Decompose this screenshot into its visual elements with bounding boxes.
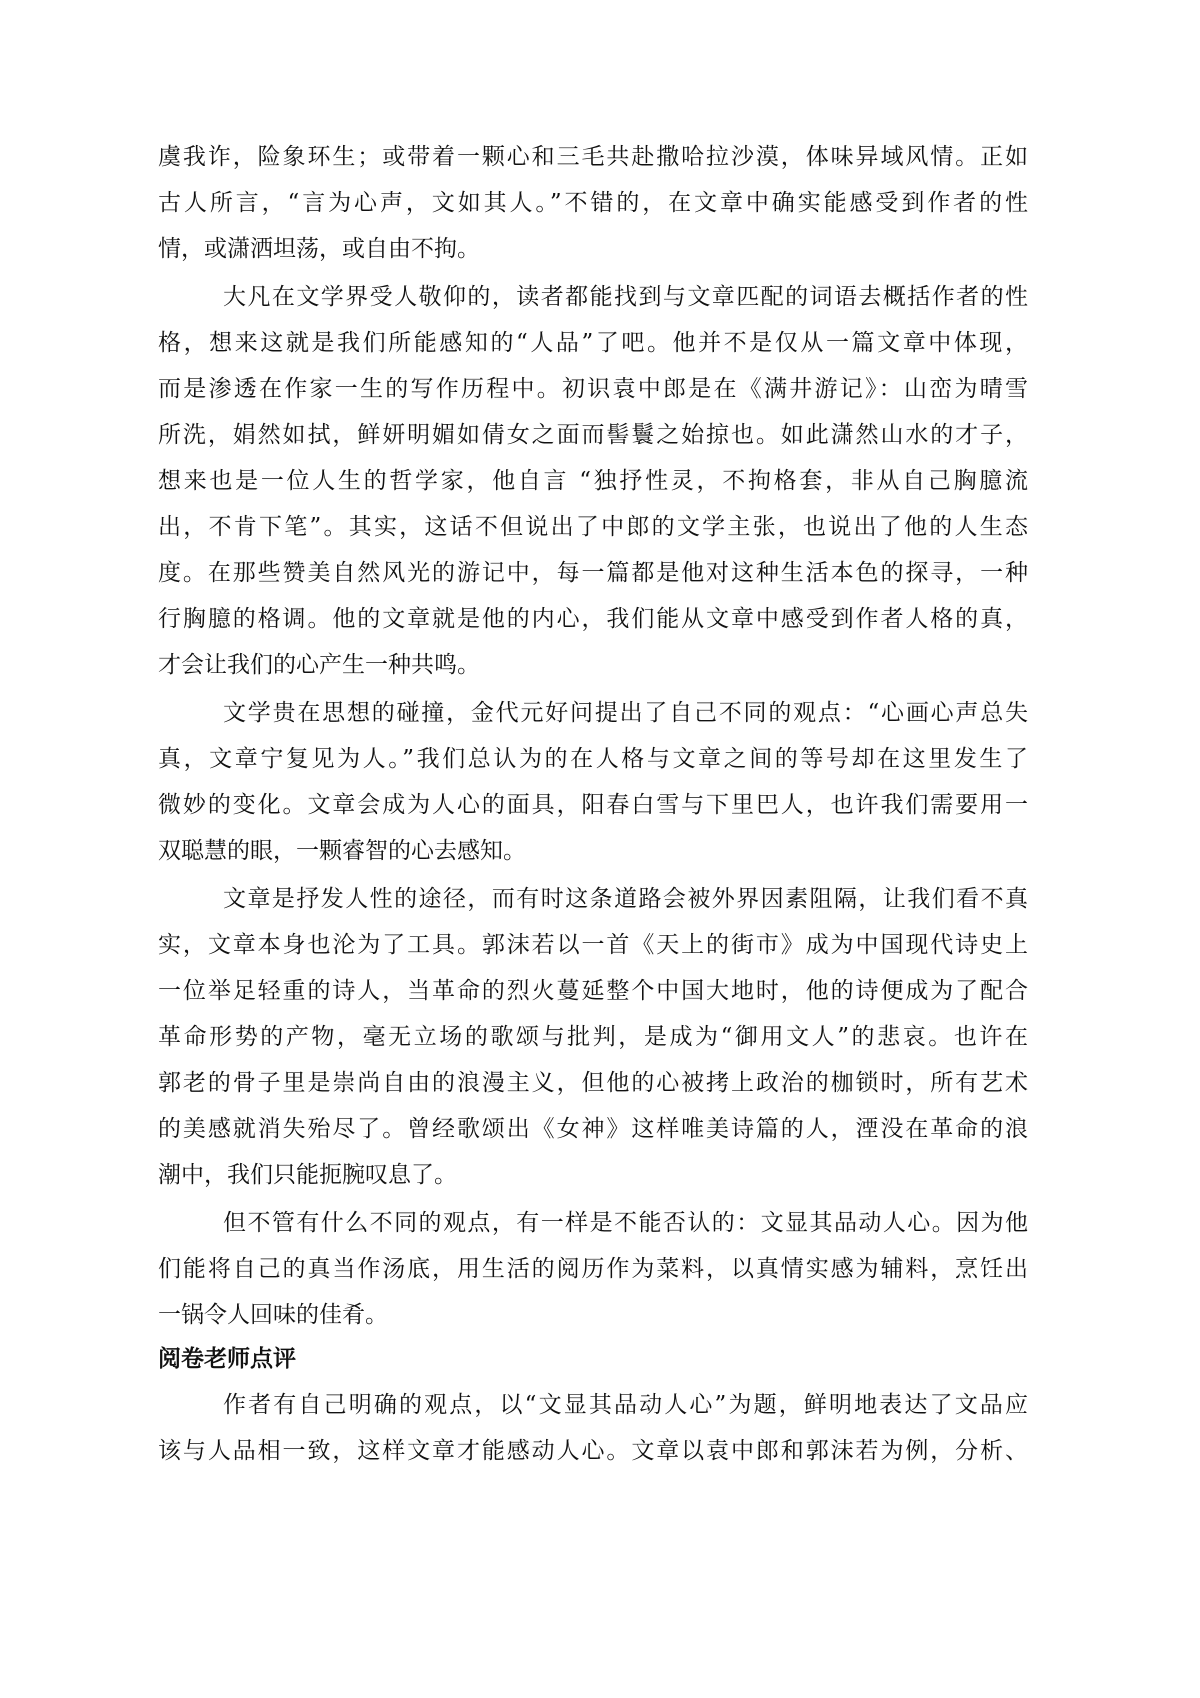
p4-line-5: 郭老的骨子里是崇尚自由的浪漫主义，但他的心被拷上政治的枷锁时，所有艺术 <box>158 1070 1028 1096</box>
p3-line-1: 文学贵在思想的碰撞，金代元好问提出了自己不同的观点：“心画心声总失 <box>223 700 1028 726</box>
p2-line-1: 大凡在文学界受人敬仰的，读者都能找到与文章匹配的词语去概括作者的性 <box>223 284 1028 310</box>
p5-line-1: 但不管有什么不同的观点，有一样是不能否认的：文显其品动人心。因为他 <box>223 1210 1028 1236</box>
review-heading: 阅卷老师点评 <box>158 1346 296 1372</box>
p2-line-6: 出，不肯下笔”。其实，这话不但说出了中郎的文学主张，也说出了他的人生态 <box>158 514 1028 540</box>
p2-line-5: 想来也是一位人生的哲学家，他自言 “独抒性灵，不拘格套，非从自己胸臆流 <box>158 468 1028 494</box>
p1-line-3: 情，或潇洒坦荡，或自由不拘。 <box>158 236 480 262</box>
review-line-1: 作者有自己明确的观点，以“文显其品动人心”为题，鲜明地表达了文品应 <box>223 1392 1028 1418</box>
review-line-2: 该与人品相一致，这样文章才能感动人心。文章以袁中郎和郭沫若为例，分析、 <box>158 1438 1028 1464</box>
p2-line-4: 所洗，娟然如拭，鲜妍明媚如倩女之面而髻鬟之始掠也。如此潇然山水的才子， <box>158 422 1028 448</box>
p5-line-2: 们能将自己的真当作汤底，用生活的阅历作为菜料，以真情实感为辅料，烹饪出 <box>158 1256 1028 1282</box>
p2-line-3: 而是渗透在作家一生的写作历程中。初识袁中郎是在《满井游记》：山峦为晴雪 <box>158 376 1028 402</box>
p4-line-6: 的美感就消失殆尽了。曾经歌颂出《女神》这样唯美诗篇的人，湮没在革命的浪 <box>158 1116 1028 1142</box>
p2-line-8: 行胸臆的格调。他的文章就是他的内心，我们能从文章中感受到作者人格的真， <box>158 606 1028 632</box>
p4-line-3: 一位举足轻重的诗人，当革命的烈火蔓延整个中国大地时，他的诗便成为了配合 <box>158 978 1028 1004</box>
p2-line-9: 才会让我们的心产生一种共鸣。 <box>158 652 480 678</box>
p2-line-2: 格，想来这就是我们所能感知的“人品”了吧。他并不是仅从一篇文章中体现， <box>158 330 1028 356</box>
p1-line-2: 古人所言，“言为心声，文如其人。”不错的，在文章中确实能感受到作者的性 <box>158 190 1028 216</box>
p4-line-2: 实，文章本身也沦为了工具。郭沫若以一首《天上的街市》成为中国现代诗史上 <box>158 932 1028 958</box>
p3-line-2: 真，文章宁复见为人。”我们总认为的在人格与文章之间的等号却在这里发生了 <box>158 746 1028 772</box>
p4-line-4: 革命形势的产物，毫无立场的歌颂与批判，是成为“御用文人”的悲哀。也许在 <box>158 1024 1028 1050</box>
p4-line-7: 潮中，我们只能扼腕叹息了。 <box>158 1162 457 1188</box>
p3-line-4: 双聪慧的眼，一颗睿智的心去感知。 <box>158 838 526 864</box>
p3-line-3: 微妙的变化。文章会成为人心的面具，阳春白雪与下里巴人，也许我们需要用一 <box>158 792 1028 818</box>
p1-line-1: 虞我诈，险象环生；或带着一颗心和三毛共赴撒哈拉沙漠，体味异域风情。正如 <box>158 144 1028 170</box>
p4-line-1: 文章是抒发人性的途径，而有时这条道路会被外界因素阻隔，让我们看不真 <box>223 886 1028 912</box>
p2-line-7: 度。在那些赞美自然风光的游记中，每一篇都是他对这种生活本色的探寻，一种 <box>158 560 1028 586</box>
p5-line-3: 一锅令人回味的佳肴。 <box>158 1302 388 1328</box>
